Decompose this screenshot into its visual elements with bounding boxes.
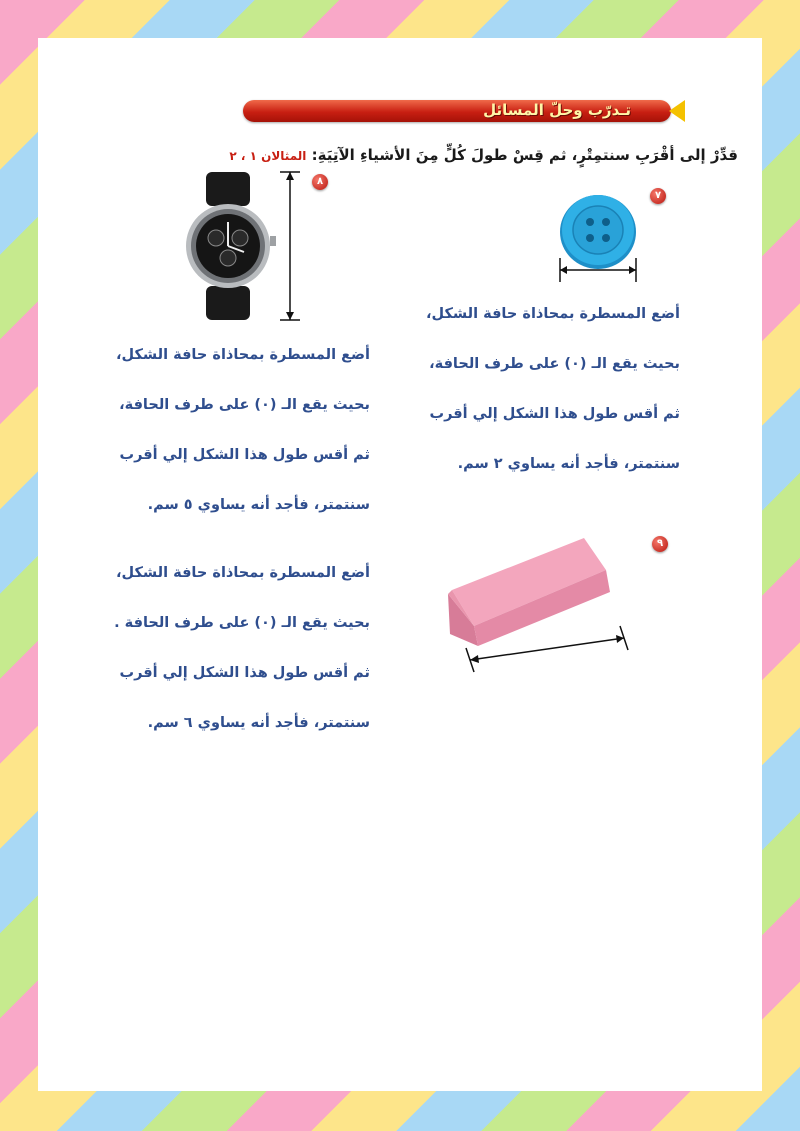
eraser-image (434, 530, 644, 690)
exercise-8-answer: أضع المسطرة بمحاذاة حافة الشكل، بحيث يقع الـ (٠) على طرف الحافة، ثم أقس طول هذا الشكل إلي أقرب سنتمتر، فأجد أنه يساوي ٥ سم. (116, 347, 370, 513)
page-sheet (38, 38, 762, 1091)
exercise-9-answer: أضع المسطرة بمحاذاة حافة الشكل، بحيث يقع الـ (٠) على طرف الحافة . ثم أقس طول هذا الشكل إلي أقرب سنتمتر، فأجد أنه يساوي ٦ سم. (114, 565, 370, 731)
section-banner (243, 100, 671, 122)
instruction-text: قدِّرْ إلى أقْرَبِ سنتمِتْرٍ، ثم قِسْ طولَ كُلٍّ مِنَ الأشياءِ الآتِيَةِ: (311, 146, 738, 164)
instruction-line (98, 146, 738, 164)
exercise-number-badge: ٩ (652, 536, 668, 552)
example-reference: المثالان ١ ، ٢ (229, 149, 307, 163)
arrow-icon (669, 100, 685, 122)
exercise-7-answer: أضع المسطرة بمحاذاة حافة الشكل، بحيث يقع الـ (٠) على طرف الحافة، ثم أقس طول هذا الشكل إلي أقرب سنتمتر، فأجد أنه يساوي ٢ سم. (426, 306, 680, 472)
button-image (548, 188, 648, 284)
exercise-number-badge: ٨ (312, 174, 328, 190)
watch-image (186, 168, 306, 324)
section-title: تـدرّب وحلّ المسائل (483, 101, 631, 119)
exercise-number-badge: ٧ (650, 188, 666, 204)
